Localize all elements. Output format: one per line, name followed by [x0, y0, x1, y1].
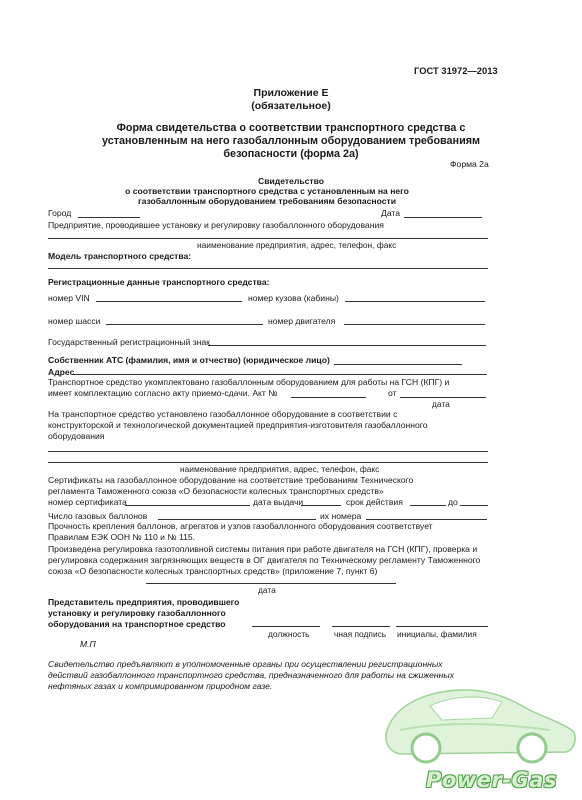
- representative-line-3: оборудования на транспортное средство: [48, 619, 226, 629]
- footnote-line-3: нефтяных газах и компримированном природном газе.: [48, 681, 273, 691]
- certificate-subtitle-1: о соответствии транспортного средства с установленным на него: [125, 186, 409, 196]
- cylinder-numbers-label: их номера: [320, 511, 362, 521]
- adjust-line-3: союза «О безопасности колесных транспортных средств» (приложение 7, пункт 6): [48, 566, 378, 576]
- body-number-label: номер кузова (кабины): [248, 293, 339, 303]
- initials-field[interactable]: [396, 626, 488, 627]
- city-field[interactable]: [78, 217, 140, 218]
- engine-number-label: номер двигателя: [268, 316, 336, 326]
- gost-number: ГОСТ 31972—2013: [414, 65, 498, 76]
- adjust-date-hint: дата: [258, 585, 276, 595]
- form-label: Форма 2а: [450, 159, 489, 169]
- certs-line-2: регламента Таможенного союза «О безопасности колесных транспортных средств»: [48, 486, 384, 496]
- model-field[interactable]: [48, 268, 488, 269]
- cylinder-numbers-field[interactable]: [366, 519, 487, 520]
- strength-line-1: Прочность крепления баллонов, агрегатов и узлов газобаллонного оборудования соответствует: [48, 521, 433, 531]
- installed-line-1: На транспортное средство установлено газобаллонное оборудование в соответствии с: [48, 409, 398, 419]
- chassis-field[interactable]: [106, 324, 263, 325]
- enterprise-hint: наименование предприятия, адрес, телефон, факс: [197, 240, 397, 250]
- date-field[interactable]: [404, 217, 482, 218]
- model-label: Модель транспортного средства:: [48, 251, 192, 261]
- from-label: от: [388, 388, 397, 398]
- act-date-field[interactable]: [400, 397, 486, 398]
- body-number-field[interactable]: [345, 301, 485, 302]
- representative-line-2: установку и регулировку газобаллонного: [48, 608, 226, 618]
- strength-line-2: Правилам ЕЭК ООН № 110 и № 115.: [48, 532, 196, 542]
- valid-label: срок действия: [346, 497, 403, 507]
- manufacturer-hint: наименование предприятия, адрес, телефон, факс: [180, 464, 380, 474]
- adjust-line-2: регулировка содержания загрязняющих веществ в ОГ двигателя по Техническому регламенту Таможенного: [48, 555, 481, 565]
- certificate-subtitle-2: газобаллонным оборудованием требованиям безопасности: [137, 196, 397, 206]
- form-title-line-3: безопасности (форма 2а): [223, 148, 359, 160]
- registration-data-label: Регистрационные данные транспортного средства:: [48, 277, 270, 287]
- signature-field[interactable]: [332, 626, 390, 627]
- act-number-field[interactable]: [291, 397, 366, 398]
- owner-label: Собственник АТС (фамилия, имя и отчество) (юридическое лицо): [48, 355, 330, 365]
- reg-plate-field[interactable]: [208, 345, 486, 346]
- representative-line-1: Представитель предприятия, проводившего: [48, 597, 240, 607]
- valid-to-field[interactable]: [460, 505, 488, 506]
- position-hint: должность: [268, 629, 310, 639]
- date-label: Дата: [381, 208, 401, 218]
- certs-line-1: Сертификаты на газобаллонное оборудование на соответствие требованиям Технического: [48, 475, 414, 485]
- address-field[interactable]: [73, 374, 487, 375]
- city-label: Город: [48, 208, 72, 218]
- reg-plate-label: Государственный регистрационный знак: [48, 337, 210, 347]
- manufacturer-field-2[interactable]: [48, 462, 488, 463]
- certificate-title: Свидетельство: [257, 176, 325, 186]
- act-date-hint: дата: [432, 399, 450, 409]
- vin-field[interactable]: [96, 301, 242, 302]
- engine-number-field[interactable]: [344, 324, 485, 325]
- position-field[interactable]: [252, 626, 320, 627]
- issue-date-field[interactable]: [301, 505, 341, 506]
- adjust-date-field[interactable]: [146, 583, 396, 584]
- owner-field[interactable]: [334, 364, 462, 365]
- adjust-line-1: Произведена регулировка газотопливной системы питания при работе двигателя на ГСН (КПГ), проверка и: [48, 544, 478, 554]
- cert-number-label: номер сертификата: [48, 497, 127, 507]
- enterprise-label: Предприятие, проводившее установку и регулировку газобаллонного оборудования: [48, 220, 384, 230]
- equipped-line-2: имеет комплектацию согласно акту приемо-сдачи. Акт №: [48, 388, 278, 398]
- form-title-line-1: Форма свидетельства о соответствии транспортного средства с: [116, 122, 466, 134]
- equipped-line-1: Транспортное средство укомплектовано газобаллонным оборудованием для работы на ГСН (КПГ) и: [48, 377, 450, 387]
- watermark-text: Power-Gas: [426, 768, 557, 792]
- installed-line-2: конструкторской и технологической документацией предприятия-изготовителя газобаллонного: [48, 420, 428, 430]
- footnote-line-1: Свидетельство предъявляют в уполномоченные органы при осуществлении регистрационных: [48, 659, 443, 669]
- to-label: до: [448, 497, 458, 507]
- footnote-line-2: действий газобаллонного транспортного средства, предназначенного для работы на сжиженных: [48, 670, 455, 680]
- vin-label: номер VIN: [48, 293, 90, 303]
- stamp-label: М.П: [80, 639, 96, 649]
- cert-number-field[interactable]: [125, 505, 250, 506]
- form-title-line-2: установленным на него газобаллонным оборудованием требованиям: [102, 135, 480, 147]
- initials-hint: инициалы, фамилия: [397, 629, 477, 639]
- enterprise-field[interactable]: [48, 238, 488, 239]
- installed-line-3: оборудования: [48, 431, 105, 441]
- car-logo-icon: [380, 660, 580, 770]
- appendix-title: Приложение Е: [253, 87, 329, 99]
- manufacturer-field-1[interactable]: [48, 451, 488, 452]
- chassis-label: номер шасси: [48, 316, 101, 326]
- cylinders-count-label: Число газовых баллонов: [48, 511, 148, 521]
- appendix-status: (обязательное): [251, 100, 331, 112]
- signature-hint: чная подпись: [334, 629, 387, 639]
- valid-from-field[interactable]: [410, 505, 446, 506]
- issue-date-label: дата выдачи: [253, 497, 304, 507]
- address-label: Адрес: [48, 367, 75, 377]
- cylinders-count-field[interactable]: [158, 519, 316, 520]
